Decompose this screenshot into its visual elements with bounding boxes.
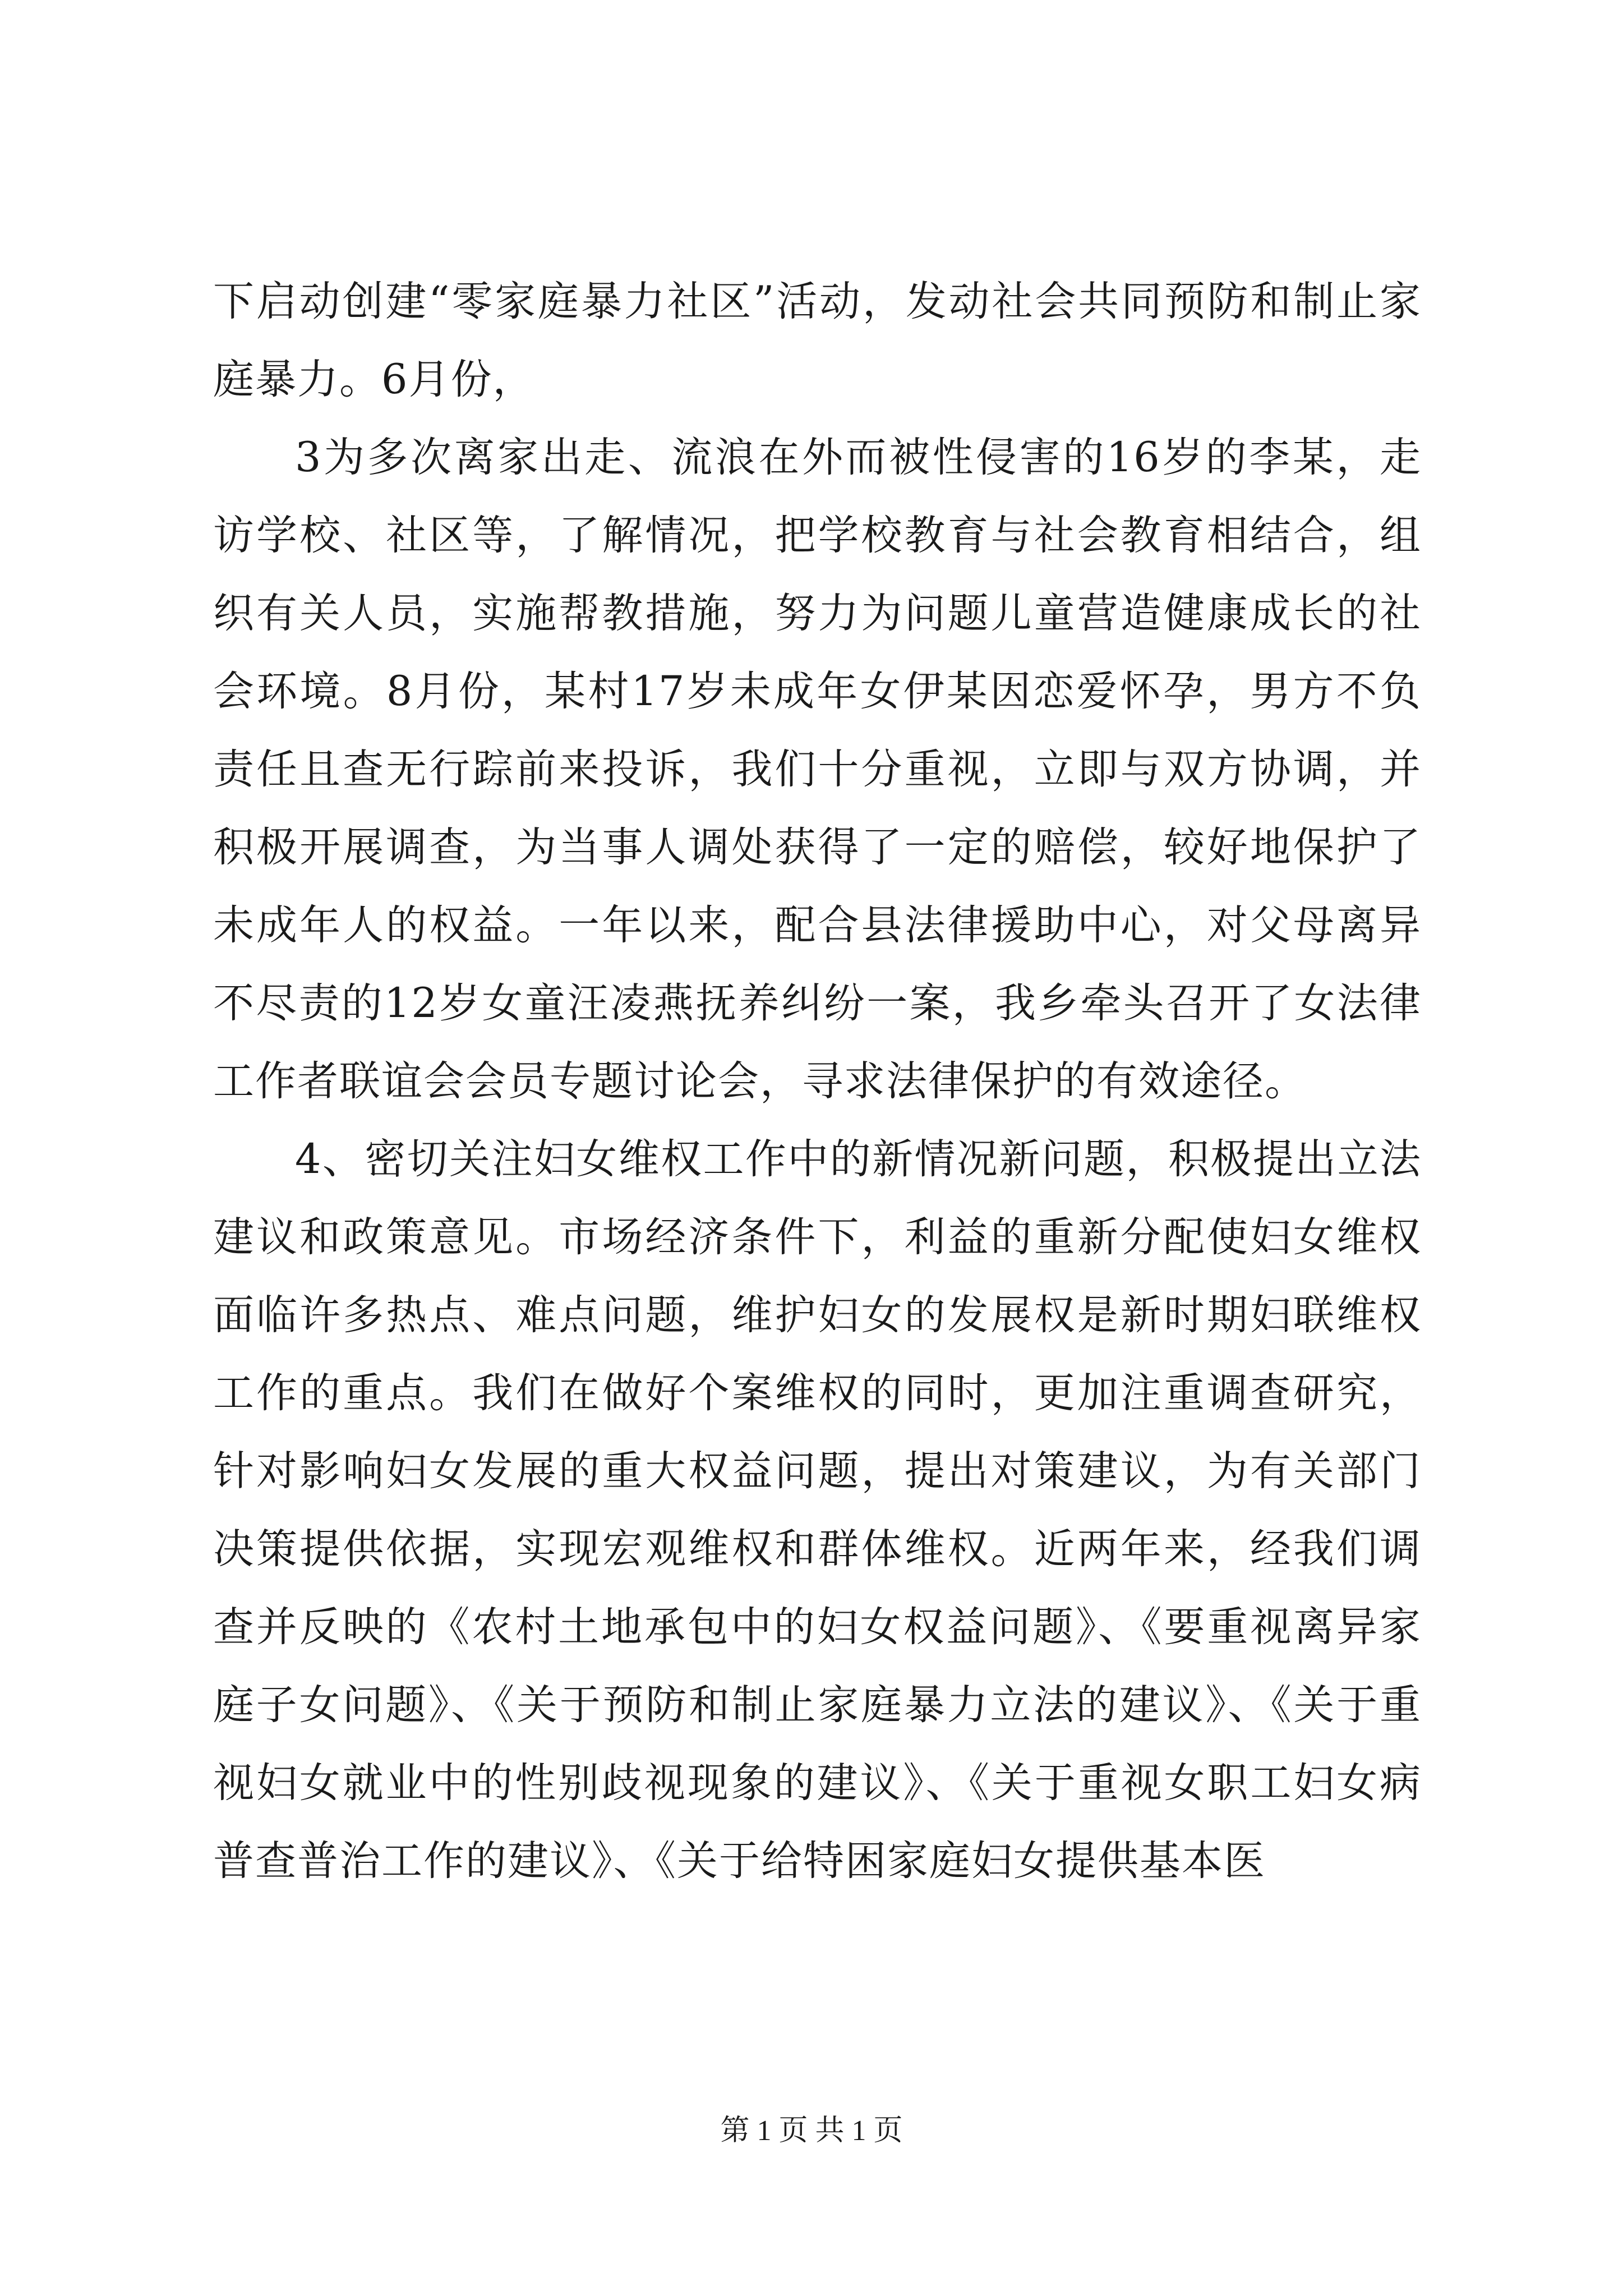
document-body — [213, 263, 1422, 1900]
paragraph-continuation: 下启动创建“零家庭暴力社区”活动，发动社会共同预防和制止家庭暴力。6月份， — [213, 278, 1422, 403]
page-footer: 第 1 页 共 1 页 — [720, 2115, 903, 2147]
paragraph-item-4: 4、密切关注妇女维权工作中的新情况新问题，积极提出立法建议和政策意见。市场经济条件下，利益的重新分配使妇女维权面临许多热点、难点问题，维护妇女的发展权是新时期妇联维权工作的重点。我们在做好个案维权的同时，更加注重调查研究，针对影响妇女发展的重大权益问题，提出对策建议，为有关部门决策提供依据，实现宏观维权和群体维权。近两年来，经我们调查并反映的《农村土地承包中的妇女权益问题》、《要重视离异家庭子女问题》、《关于预防和制止家庭暴力立法的建议》、《关于重视妇女就业中的性别歧视现象的建议》、《关于重视女职工妇女病普查普治工作的建议》、《关于给特困家庭妇女提供基本医 — [213, 1135, 1422, 1885]
paragraph-item-3: 3为多次离家出走、流浪在外而被性侵害的16岁的李某，走访学校、社区等，了解情况，把学校教育与社会教育相结合，组织有关人员，实施帮教措施，努力为问题儿童营造健康成长的社会环境。8月份，某村17岁未成年女伊某因恋爱怀孕，男方不负责任且查无行踪前来投诉，我们十分重视，立即与双方协调，并积极开展调查，为当事人调处获得了一定的赔偿，较好地保护了未成年人的权益。一年以来，配合县法律援助中心，对父母离异不尽责的12岁女童汪凌燕抚养纠纷一案，我乡牵头召开了女法律工作者联谊会会员专题讨论会，寻求法律保护的有效途径。 — [213, 434, 1422, 1105]
